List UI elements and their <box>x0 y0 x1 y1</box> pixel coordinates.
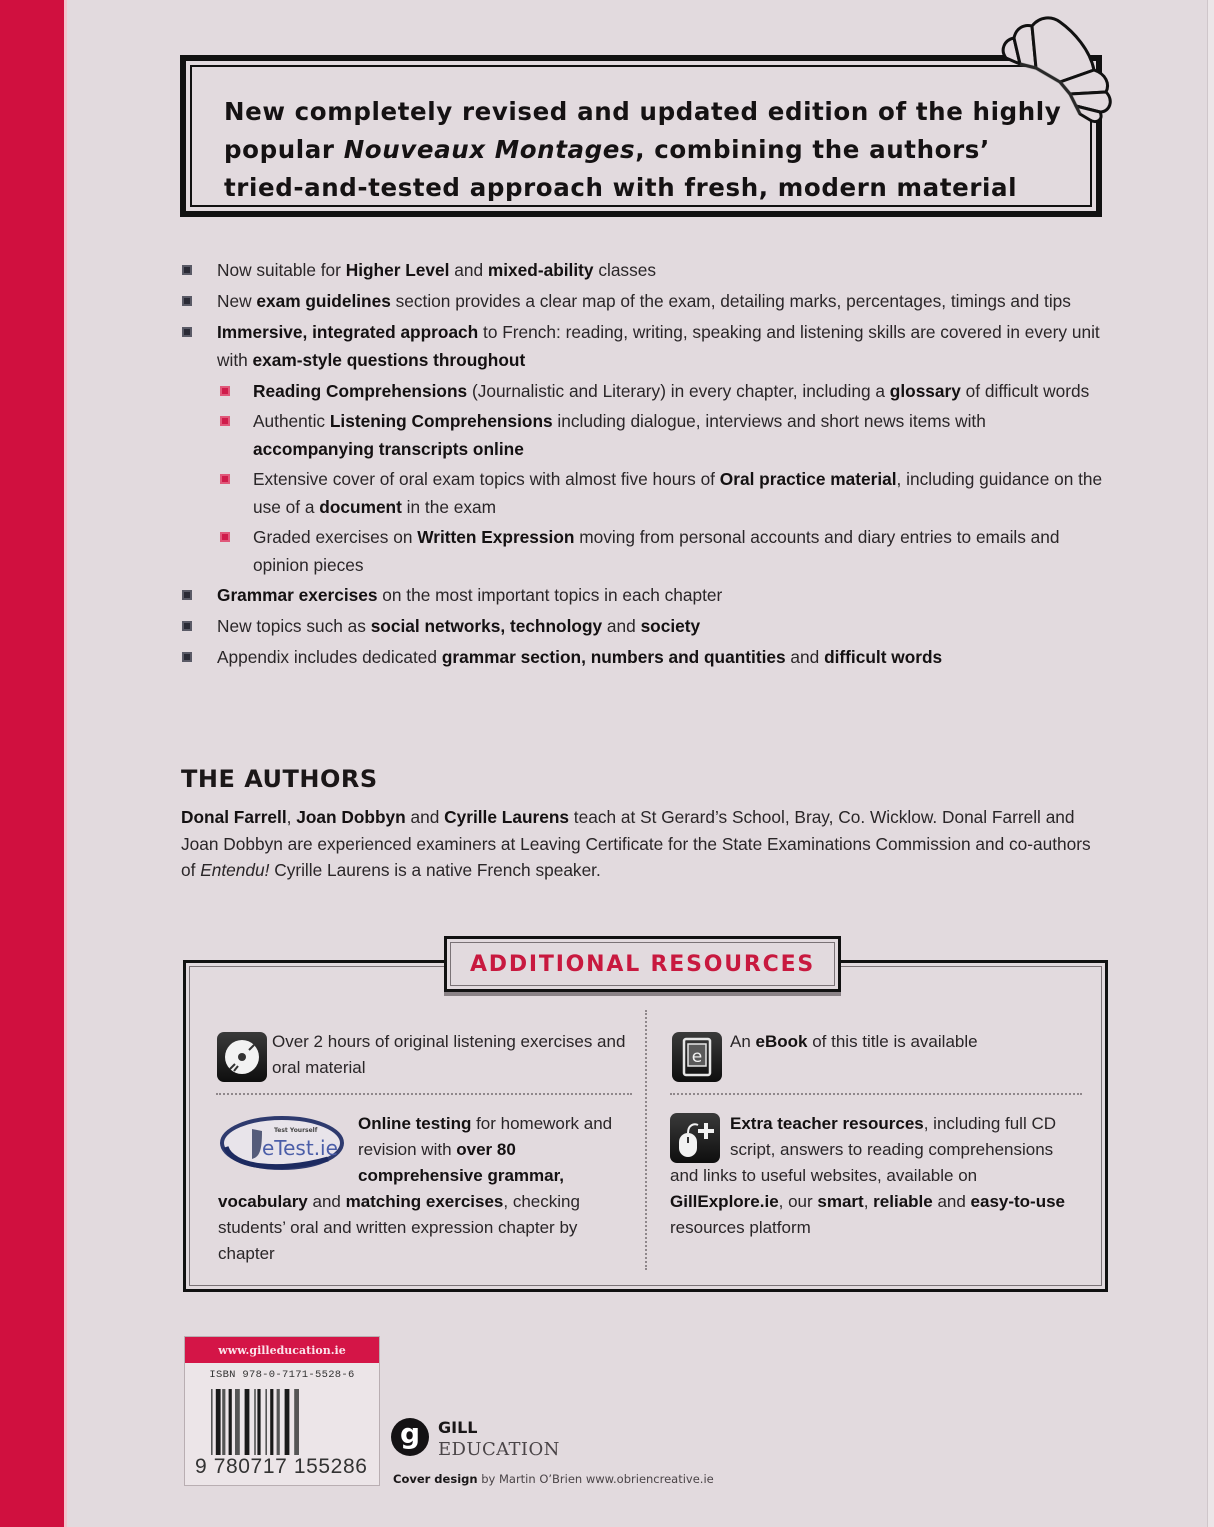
ebook-icon <box>672 1032 722 1082</box>
square-bullet-icon <box>220 386 230 396</box>
website-link[interactable]: www.gilleducation.ie <box>185 1337 379 1363</box>
square-bullet-icon <box>182 652 192 662</box>
back-cover-page <box>67 0 1207 1527</box>
feature-item: Now suitable for Higher Level and mixed-ability classes <box>180 256 1110 284</box>
isbn-barcode-box <box>184 1336 380 1486</box>
svg-text:Test Yourself: Test Yourself <box>274 1127 318 1134</box>
feature-subitem: Graded exercises on Written Expression moving from personal accounts and diary entries to emails and opinion pieces <box>180 523 1110 579</box>
feature-item: Appendix includes dedicated grammar section, numbers and quantities and difficult words <box>180 643 1110 671</box>
square-bullet-icon <box>182 265 192 275</box>
croissant-icon <box>990 10 1120 125</box>
square-bullet-icon <box>182 296 192 306</box>
cd-icon <box>217 1032 267 1082</box>
etest-logo <box>218 1113 350 1173</box>
square-bullet-icon <box>182 590 192 600</box>
resource-etest: Test Yourself eTest.ie Online testing for homework and revision with over 80 comprehensive grammar, vocabulary and matching exercises, checking students’ oral and written expression chapter by chapter <box>218 1114 613 1263</box>
cover-credit: Cover design by Martin O’Brien www.obriencreative.ie <box>393 1472 714 1486</box>
feature-item: Immersive, integrated approach to French: reading, writing, speaking and listening skills are covered in every unit with exam-style questions throughout <box>180 318 1110 374</box>
feature-subitem: Authentic Listening Comprehensions including dialogue, interviews and short news items with accompanying transcripts online <box>180 407 1110 463</box>
tagline-box <box>180 55 1102 217</box>
authors-bio: Donal Farrell, Joan Dobbyn and Cyrille Laurens teach at St Gerard’s School, Bray, Co. Wicklow. Donal Farrell and Joan Dobbyn are experienced examiners at Leaving Certificate for the State Examinations Commission and co-authors of Entendu! Cyrille Laurens is a native French speaker. <box>181 807 1091 880</box>
gill-logo-icon: g <box>391 1418 429 1456</box>
feature-subitem: Extensive cover of oral exam topics with almost five hours of Oral practice material, including guidance on the use of a document in the exam <box>180 465 1110 521</box>
book-title-italic: Nouveaux Montages <box>343 135 636 164</box>
feature-item: New topics such as social networks, technology and society <box>180 612 1110 640</box>
resources-title: ADDITIONAL RESOURCES <box>450 942 835 986</box>
square-bullet-icon <box>182 621 192 631</box>
square-bullet-icon <box>220 416 230 426</box>
resources-divider-left <box>216 1093 632 1095</box>
resources-divider-right <box>670 1093 1082 1095</box>
authors-heading: THE AUTHORS <box>181 765 378 793</box>
mouse-plus-icon <box>670 1113 720 1163</box>
resource-cd: Over 2 hours of original listening exercises and oral material <box>272 1032 626 1077</box>
isbn-label: ISBN 978-0-7171-5528-6 <box>209 1369 355 1381</box>
book-spine <box>0 0 64 1527</box>
resources-title-box <box>444 936 841 992</box>
publisher-subtitle: EDUCATION <box>438 1439 560 1460</box>
feature-subitem: Reading Comprehensions (Journalistic and Literary) in every chapter, including a glossary of difficult words <box>180 377 1110 405</box>
feature-item: Grammar exercises on the most important topics in each chapter <box>180 581 1110 609</box>
square-bullet-icon <box>182 327 192 337</box>
square-bullet-icon <box>220 474 230 484</box>
square-bullet-icon <box>220 532 230 542</box>
resources-vertical-divider <box>645 1010 647 1270</box>
page-edge <box>1207 0 1214 1527</box>
resource-ebook: An eBook of this title is available <box>730 1032 978 1051</box>
svg-text:e: e <box>691 1047 703 1067</box>
resource-teacher: Extra teacher resources, including full CD script, answers to reading comprehensions and links to useful websites, available on GillExplore.ie, our smart, reliable and easy-to-use resources platform <box>670 1114 1066 1237</box>
svg-text:eTest.ie: eTest.ie <box>262 1136 338 1160</box>
isbn-digits: 9 780717 155286 <box>195 1455 368 1478</box>
features-list <box>180 256 1110 674</box>
publisher-name: GILL <box>438 1418 478 1437</box>
feature-item: New exam guidelines section provides a clear map of the exam, detailing marks, percentages, timings and tips <box>180 287 1110 315</box>
tagline-text: New completely revised and updated edition of the highly popular Nouveaux Montages, combining the authors’ tried-and-tested approach with fresh, modern material <box>224 97 1062 202</box>
